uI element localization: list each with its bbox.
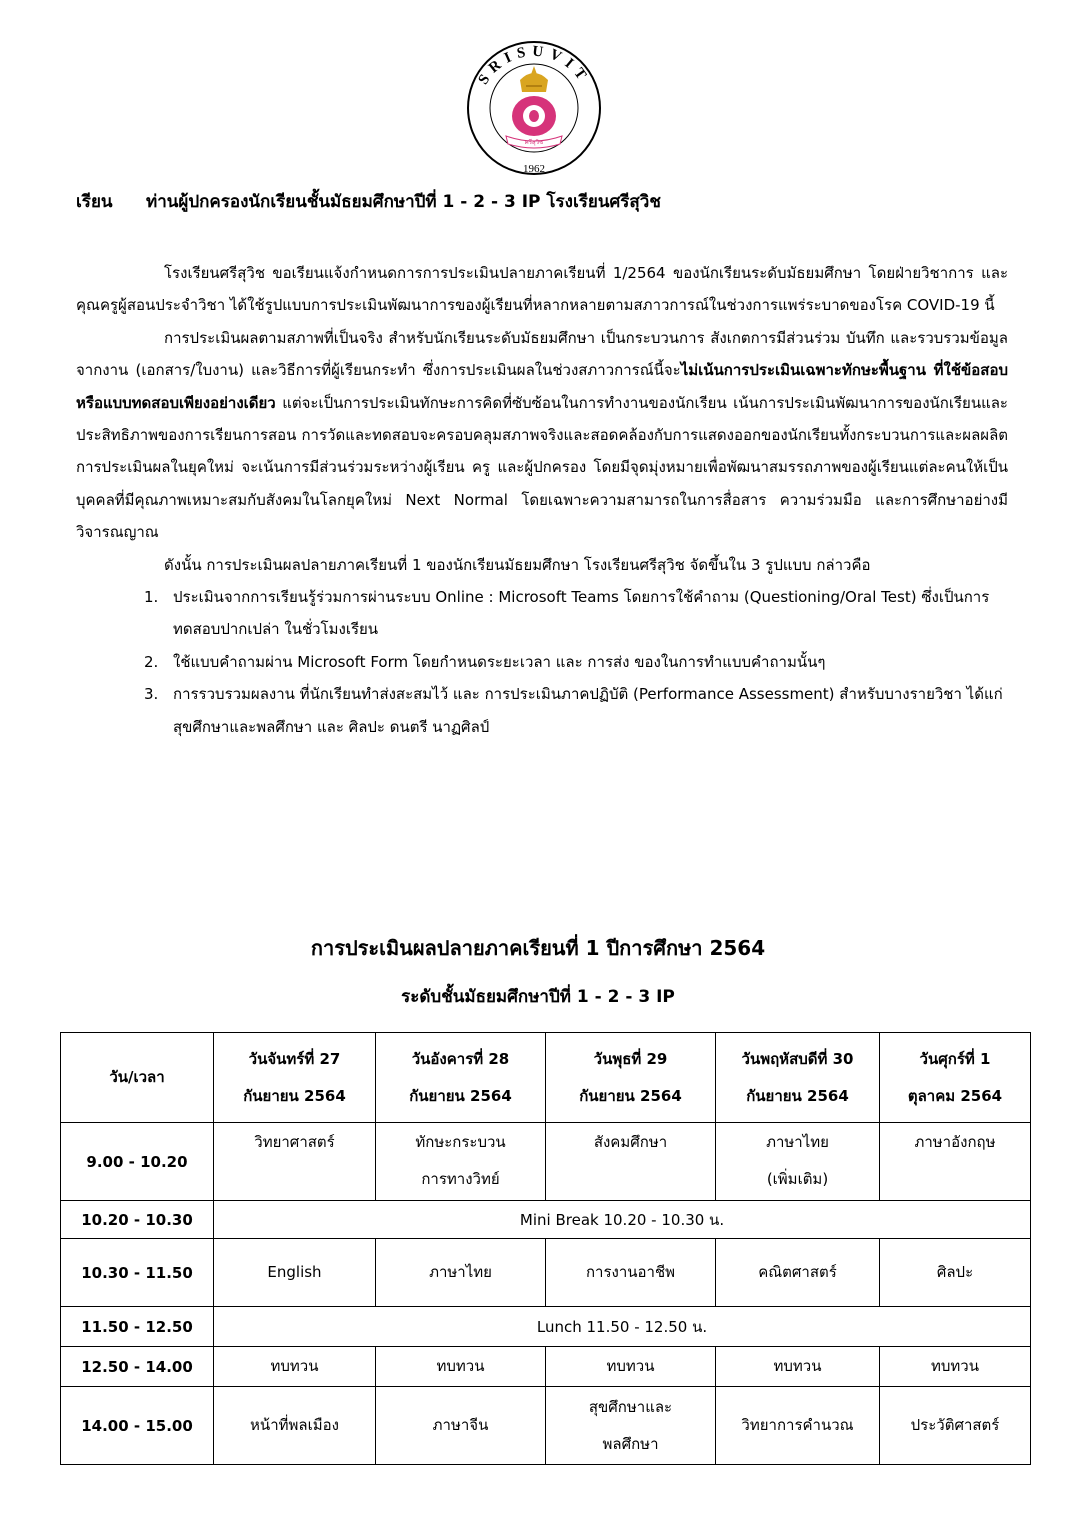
- subject-cell: ทบทวน: [880, 1347, 1031, 1387]
- schedule-title: การประเมินผลปลายภาคเรียนที่ 1 ปีการศึกษา 2564: [310, 936, 766, 960]
- table-row: [61, 1239, 1031, 1307]
- list-text: ประเมินจากการเรียนรู้ร่วมการผ่านระบบ Online : Microsoft Teams โดยการใช้คำถาม (Questioning/Oral Test) ซึ่งเป็นการทดสอบปากเปล่า ในชั่วโมงเรียน: [173, 588, 990, 639]
- logo-ribbon-text: ศรีสุวิช: [524, 139, 544, 146]
- list-text: ใช้แบบคำถามผ่าน Microsoft Form โดยกำหนดระยะเวลา และ การส่ง ของในการทำแบบคำถามนั้นๆ: [173, 652, 826, 671]
- time-cell: 9.00 - 10.20: [61, 1123, 214, 1201]
- header-cell-time: วัน/เวลา: [61, 1033, 214, 1123]
- header-cell-day: วันศุกร์ที่ 1 ตุลาคม 2564: [880, 1033, 1031, 1123]
- list-item: [76, 678, 1008, 743]
- subject-cell: ประวัติศาสตร์: [880, 1387, 1031, 1465]
- assessment-list: [76, 581, 1008, 743]
- subject-cell: สังคมศึกษา: [546, 1123, 716, 1201]
- subject-cell: ภาษาอังกฤษ: [880, 1123, 1031, 1201]
- break-cell: Mini Break 10.20 - 10.30 น.: [214, 1201, 1031, 1239]
- monogram-icon: [512, 96, 556, 136]
- subject-cell: ภาษาจีน: [376, 1387, 546, 1465]
- subject-cell: ภาษาไทย (เพิ่มเติม): [716, 1123, 880, 1201]
- letter-body: [76, 257, 1008, 743]
- time-cell: 14.00 - 15.00: [61, 1387, 214, 1465]
- list-item: [76, 646, 1008, 678]
- subject-cell: ทบทวน: [546, 1347, 716, 1387]
- salutation-label: เรียน: [76, 192, 113, 212]
- table-row: [61, 1201, 1031, 1239]
- header-cell-day: วันอังคารที่ 28 กันยายน 2564: [376, 1033, 546, 1123]
- list-number: 2.: [144, 652, 159, 671]
- time-cell: 10.20 - 10.30: [61, 1201, 214, 1239]
- subject-cell: หน้าที่พลเมือง: [214, 1387, 376, 1465]
- list-number: 1.: [144, 588, 159, 607]
- subject-cell: ภาษาไทย: [376, 1239, 546, 1307]
- logo-top-text: SRISUVIT: [475, 43, 593, 88]
- subject-cell: ศิลปะ: [880, 1239, 1031, 1307]
- paragraph-2-text-b: แต่จะเป็นการประเมินทักษะการคิดที่ซับซ้อนในการทำงานของนักเรียน เน้นการประเมินพัฒนาการของนักเรียนและประสิทธิภาพของการเรียนการสอน การวัดและทดสอบจะครอบคลุมสภาพจริงและสอดคล้องกับการแสดงออกของนักเรียนทั้งกระบวนการและผลผลิต การประเมินผลในยุคใหม่ จะเน้นการมีส่วนร่วมระหว่างผู้เรียน ครู และผู้ปกครอง โดยมีจุดมุ่งหมายเพื่อพัฒนาสมรรถภาพของผู้เรียนแต่ละคนให้เป็นบุคคลที่มีคุณภาพเหมาะสมกับสังคมในโลกยุคใหม่ Next Normal โดยเฉพาะความสามารถในการสื่อสาร ความร่วมมือ และการศึกษาอย่างมีวิจารณญาณ: [76, 393, 1008, 542]
- exam-schedule-table: [60, 1032, 1031, 1465]
- header-cell-day: วันจันทร์ที่ 27 กันยายน 2564: [214, 1033, 376, 1123]
- crown-icon: [520, 66, 548, 92]
- logo-bottom-text: 1962: [523, 163, 545, 175]
- salutation-text: ท่านผู้ปกครองนักเรียนชั้นมัธยมศึกษาปีที่ 1 - 2 - 3 IP โรงเรียนศรีสุวิช: [146, 192, 661, 212]
- list-item: [76, 581, 1008, 646]
- time-cell: 12.50 - 14.00: [61, 1347, 214, 1387]
- paragraph-2: [76, 322, 1008, 549]
- subject-cell: ทักษะกระบวน การทางวิทย์: [376, 1123, 546, 1201]
- subject-cell: วิทยาการคำนวณ: [716, 1387, 880, 1465]
- subject-cell: ทบทวน: [376, 1347, 546, 1387]
- time-cell: 11.50 - 12.50: [61, 1307, 214, 1347]
- subject-cell: คณิตศาสตร์: [716, 1239, 880, 1307]
- header-cell-day: วันพุธที่ 29 กันยายน 2564: [546, 1033, 716, 1123]
- subject-cell: ทบทวน: [214, 1347, 376, 1387]
- salutation: [76, 188, 661, 215]
- subject-cell: ทบทวน: [716, 1347, 880, 1387]
- paragraph-1: โรงเรียนศรีสุวิช ขอเรียนแจ้งกำหนดการการประเมินปลายภาคเรียนที่ 1/2564 ของนักเรียนระดับมัธยมศึกษา โดยฝ่ายวิชาการ และ คุณครูผู้สอนประจำวิชา ได้ใช้รูปแบบการประเมินพัฒนาการของผู้เรียนที่หลากหลายตามสภาวการณ์ในช่วงการแพร่ระบาดของโรค COVID-19 นี้: [76, 264, 1008, 315]
- subject-cell: วิทยาศาสตร์: [214, 1123, 376, 1201]
- lunch-cell: Lunch 11.50 - 12.50 น.: [214, 1307, 1031, 1347]
- paragraph-2-emphasis: ไม่เน้นการประเมินเฉพาะทักษะพื้นฐาน ที่ใช้ข้อสอบหรือแบบทดสอบเพียงอย่างเดียว: [76, 361, 1008, 412]
- table-header-row: [61, 1033, 1031, 1123]
- schedule-subtitle: ระดับชั้นมัธยมศึกษาปีที่ 1 - 2 - 3 IP: [401, 987, 675, 1007]
- list-text: การรวบรวมผลงาน ที่นักเรียนทำส่งสะสมไว้ และ การประเมินภาคปฏิบัติ (Performance Assessment) สำหรับบางรายวิชา ได้แก่ สุขศึกษาและพลศึกษา และ ศิลปะ ดนตรี นาฏศิลป์: [173, 685, 1003, 736]
- subject-cell: สุขศึกษาและ พลศึกษา: [546, 1387, 716, 1465]
- time-cell: 10.30 - 11.50: [61, 1239, 214, 1307]
- subject-cell: การงานอาชีพ: [546, 1239, 716, 1307]
- paragraph-2-text-a: การประเมินผลตามสภาพที่เป็นจริง สำหรับนักเรียนระดับมัธยมศึกษา เป็นกระบวนการ สังเกตการมีส่วนร่วม บันทึก และรวบรวมข้อมูลจากงาน (เอกสาร/ใบงาน) และวิธีการที่ผู้เรียนกระทำ ซึ่งการประเมินผลในช่วงสภาวการณ์นี้จะ: [76, 328, 1008, 380]
- school-logo: [456, 36, 612, 176]
- table-row: [61, 1347, 1031, 1387]
- table-row: [61, 1387, 1031, 1465]
- subject-cell: English: [214, 1239, 376, 1307]
- table-row: [61, 1307, 1031, 1347]
- paragraph-3: ดังนั้น การประเมินผลปลายภาคเรียนที่ 1 ของนักเรียนมัธยมศึกษา โรงเรียนศรีสุวิช จัดขึ้นใน 3 รูปแบบ กล่าวคือ: [164, 555, 871, 574]
- header-cell-day: วันพฤหัสบดีที่ 30 กันยายน 2564: [716, 1033, 880, 1123]
- table-row: [61, 1123, 1031, 1201]
- list-number: 3.: [144, 685, 159, 704]
